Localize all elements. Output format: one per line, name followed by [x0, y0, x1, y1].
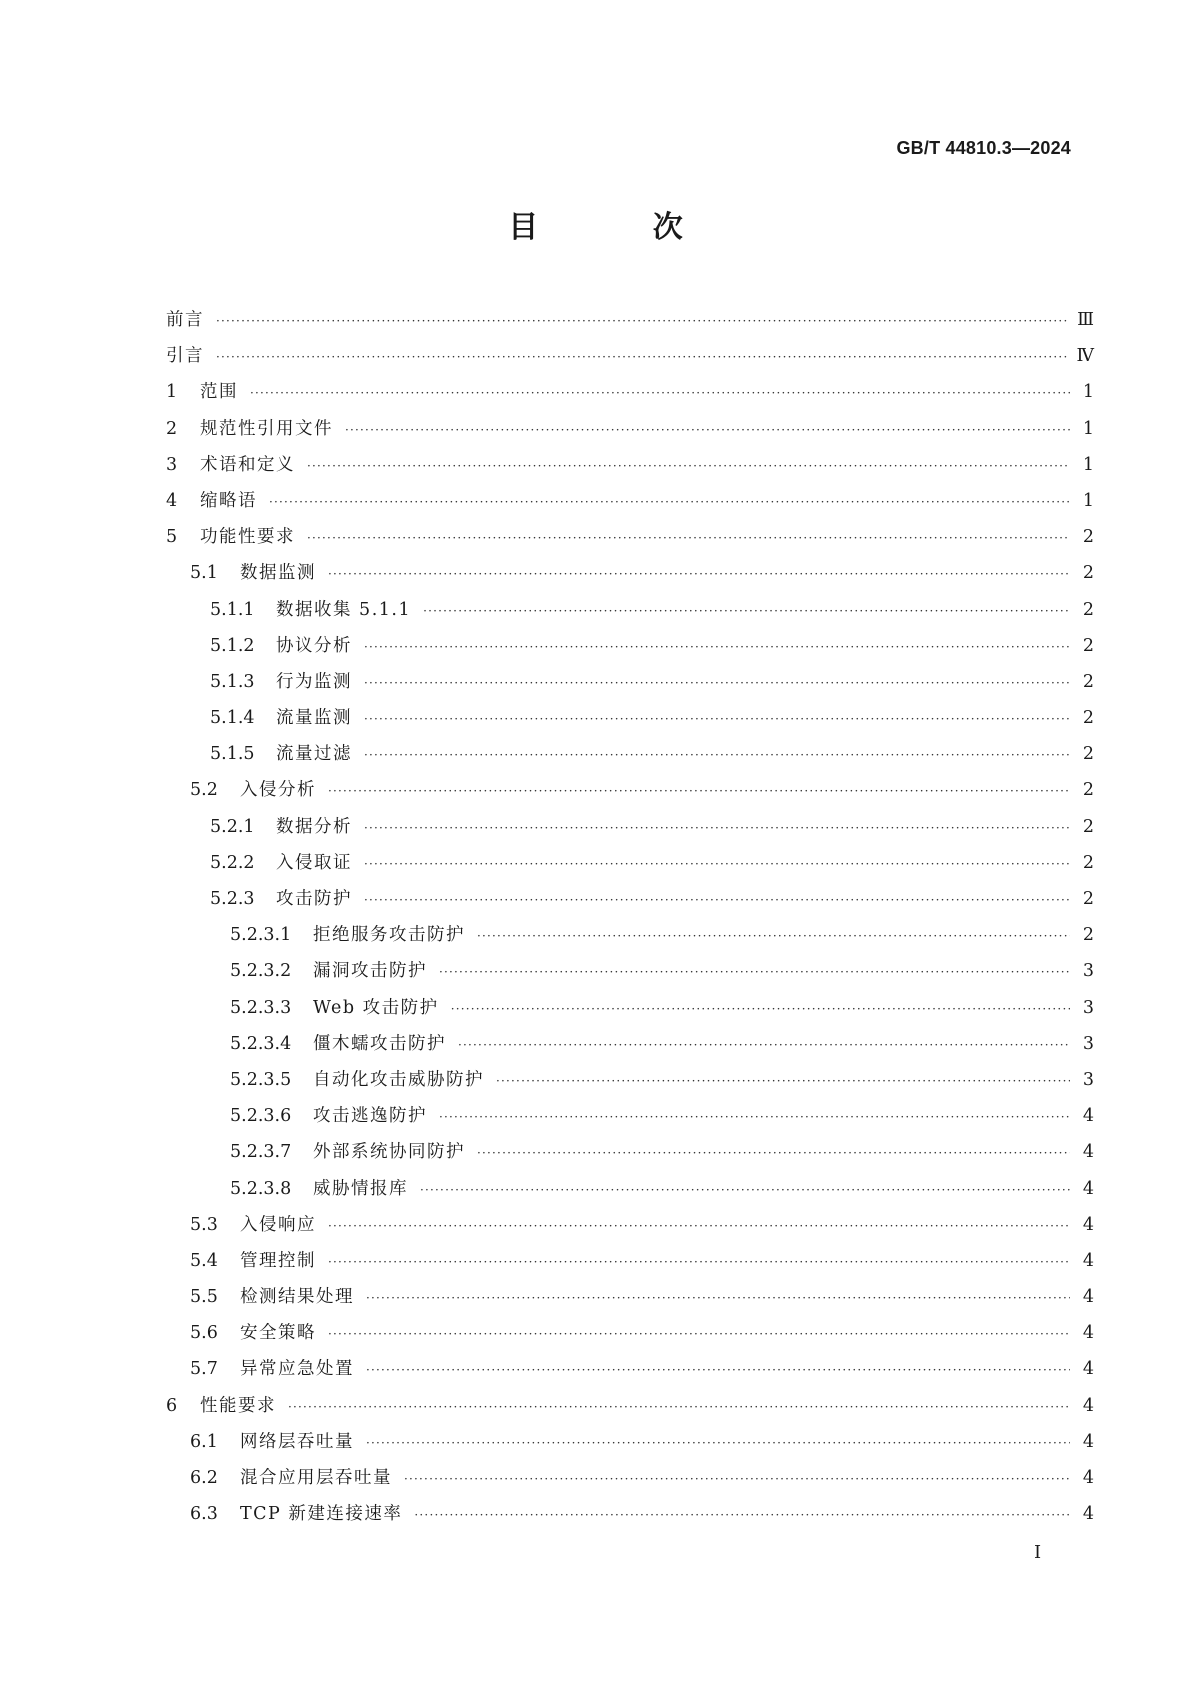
- toc-entry-title: 流量过滤: [276, 744, 352, 765]
- toc-entry-page: 4: [1082, 1359, 1094, 1380]
- toc-dot-leader: [364, 737, 1070, 773]
- toc-entry-number: 5.2.3.7: [230, 1142, 292, 1163]
- toc-entry-page: 3: [1082, 1033, 1094, 1054]
- toc-entry[interactable]: [166, 736, 1094, 772]
- toc-entry-page: 2: [1082, 816, 1094, 837]
- toc-entry-number: 5.1.5: [210, 744, 255, 765]
- toc-entry[interactable]: [166, 1496, 1094, 1532]
- toc-dot-leader: [364, 701, 1070, 737]
- toc-entry-page: 4: [1082, 1431, 1094, 1452]
- toc-entry-page: 2: [1082, 744, 1094, 765]
- toc-dot-leader: [366, 1280, 1070, 1316]
- toc-entry-page: 2: [1082, 527, 1094, 548]
- toc-dot-leader: [451, 991, 1070, 1027]
- toc-entry-page: 4: [1082, 1323, 1094, 1344]
- toc-dot-leader: [328, 1244, 1070, 1280]
- toc-entry[interactable]: [166, 483, 1094, 519]
- toc-entry[interactable]: [166, 519, 1094, 555]
- toc-dot-leader: [364, 629, 1070, 665]
- toc-dot-leader: [216, 303, 1069, 339]
- toc-dot-leader: [364, 882, 1070, 918]
- toc-entry-title: 攻击逃逸防护: [313, 1106, 427, 1127]
- toc-entry[interactable]: [166, 447, 1094, 483]
- toc-entry-title: 性能要求: [200, 1395, 276, 1416]
- toc-entry-page: 1: [1082, 490, 1094, 511]
- toc-dot-leader: [269, 484, 1070, 520]
- toc-entry-page: 1: [1082, 382, 1094, 403]
- toc-dot-leader: [328, 1316, 1070, 1352]
- toc-entry-title: 异常应急处置: [240, 1359, 354, 1380]
- toc-entry-number: 6.1: [190, 1431, 218, 1452]
- toc-entry-title: 数据监测: [240, 563, 316, 584]
- toc-entry-title: 流量监测: [276, 708, 352, 729]
- toc-entry-number: 5.2.2: [210, 852, 255, 873]
- toc-entry-number: 6.2: [190, 1468, 218, 1488]
- toc-entry-number: 5.1.2: [210, 635, 255, 656]
- toc-entry-page: 1: [1082, 454, 1094, 475]
- toc-dot-leader: [404, 1461, 1070, 1497]
- toc-entry-title: 僵木蠕攻击防护: [313, 1033, 446, 1054]
- toc-entry-title: 自动化攻击威胁防护: [313, 1069, 484, 1090]
- toc-dot-leader: [414, 1497, 1070, 1533]
- toc-dot-leader: [328, 1208, 1070, 1244]
- toc-entry[interactable]: [166, 1315, 1094, 1351]
- toc-dot-leader: [307, 448, 1070, 484]
- toc-entry-page: 2: [1082, 708, 1094, 729]
- toc-entry-number: 5.6: [190, 1323, 218, 1344]
- page-number: Ⅰ: [1034, 1542, 1042, 1563]
- toc-entry-title: 入侵取证: [276, 852, 352, 873]
- toc-entry-number: 5.3: [190, 1214, 218, 1235]
- page-title: 目 次: [508, 210, 735, 245]
- toc-entry-title: 拒绝服务攻击防护: [313, 925, 465, 946]
- toc-entry-title: 术语和定义: [200, 454, 295, 475]
- toc-entry[interactable]: [166, 990, 1094, 1026]
- toc-entry-number: 2: [166, 418, 178, 439]
- toc-entry-page: 2: [1082, 671, 1094, 692]
- toc-dot-leader: [328, 773, 1070, 809]
- toc-entry-title: 规范性引用文件: [200, 418, 333, 439]
- toc-entry-title: 入侵响应: [240, 1214, 316, 1235]
- toc-entry-number: 5.2.3.2: [230, 961, 292, 982]
- toc-entry-number: 5.2.1: [210, 816, 255, 837]
- toc-entry-page: 2: [1082, 925, 1094, 946]
- toc-entry-number: 5.2.3.3: [230, 997, 292, 1018]
- toc-entry-number: 5.4: [190, 1250, 218, 1271]
- toc-entry-title: 引言: [166, 346, 204, 367]
- toc-entry[interactable]: [166, 592, 1094, 628]
- toc-entry[interactable]: [166, 1424, 1094, 1460]
- toc-entry-title: 混合应用层吞吐量: [240, 1468, 392, 1488]
- toc-entry-page: 2: [1082, 780, 1094, 801]
- toc-entry-number: 5.2: [190, 780, 218, 801]
- toc-dot-leader: [458, 1027, 1070, 1063]
- toc-entry-title: 漏洞攻击防护: [313, 961, 427, 982]
- toc-entry-page: 2: [1082, 635, 1094, 656]
- toc-entry[interactable]: [166, 1026, 1094, 1062]
- toc-entry-page: 2: [1082, 889, 1094, 909]
- toc-dot-leader: [307, 520, 1070, 556]
- toc-dot-leader: [423, 593, 1070, 629]
- toc-entry-page: 4: [1082, 1106, 1094, 1127]
- toc-entry-title: 功能性要求: [200, 527, 295, 548]
- table-of-contents: [166, 302, 1094, 1532]
- toc-entry-title: 协议分析: [276, 635, 352, 656]
- toc-entry[interactable]: [166, 374, 1094, 410]
- toc-entry-page: 4: [1082, 1214, 1094, 1235]
- toc-dot-leader: [477, 918, 1070, 954]
- toc-entry-title: Web 攻击防护: [313, 997, 439, 1018]
- toc-entry-page: 3: [1082, 1069, 1094, 1090]
- toc-entry[interactable]: [166, 555, 1094, 591]
- toc-entry-page: 4: [1082, 1142, 1094, 1163]
- toc-entry[interactable]: [166, 809, 1094, 845]
- toc-entry-number: 5.2.3.6: [230, 1106, 292, 1127]
- toc-dot-leader: [250, 375, 1070, 411]
- toc-entry-number: 5.5: [190, 1287, 218, 1308]
- toc-dot-leader: [496, 1063, 1070, 1099]
- toc-dot-leader: [216, 339, 1069, 375]
- toc-entry-number: 5.1: [190, 563, 218, 584]
- toc-entry-page: 2: [1082, 563, 1094, 584]
- toc-entry-number: 5.2.3: [210, 889, 255, 909]
- toc-entry[interactable]: [166, 1351, 1094, 1387]
- toc-entry-title: 安全策略: [240, 1323, 316, 1344]
- toc-dot-leader: [364, 665, 1070, 701]
- toc-entry-number: 5.2.3.1: [230, 925, 292, 946]
- toc-entry-number: 5.2.3.8: [230, 1178, 292, 1199]
- toc-entry-page: 4: [1082, 1468, 1094, 1488]
- toc-entry-number: 1: [166, 382, 178, 403]
- toc-entry-title: 攻击防护: [276, 889, 352, 909]
- toc-entry-title: 管理控制: [240, 1250, 316, 1271]
- toc-entry-number: 6.3: [190, 1504, 218, 1525]
- toc-entry-page: 4: [1082, 1504, 1094, 1525]
- toc-entry-page: 2: [1082, 599, 1094, 620]
- toc-entry[interactable]: [166, 411, 1094, 447]
- toc-entry[interactable]: [166, 700, 1094, 736]
- toc-entry-page: 1: [1082, 418, 1094, 439]
- toc-entry-title: 检测结果处理: [240, 1287, 354, 1308]
- toc-entry-title: 数据收集 5.1.1: [276, 599, 412, 620]
- toc-entry[interactable]: [166, 1279, 1094, 1315]
- toc-dot-leader: [345, 412, 1070, 448]
- toc-entry-number: 5: [166, 527, 178, 548]
- toc-entry-number: 5.2.3.4: [230, 1033, 292, 1054]
- toc-entry-page: 2: [1082, 852, 1094, 873]
- toc-entry-title: 行为监测: [276, 671, 352, 692]
- toc-entry-title: 缩略语: [200, 490, 257, 511]
- toc-dot-leader: [366, 1425, 1070, 1461]
- toc-entry[interactable]: [166, 1388, 1094, 1424]
- toc-entry[interactable]: [166, 881, 1094, 917]
- toc-entry[interactable]: [166, 953, 1094, 989]
- toc-entry[interactable]: [166, 1171, 1094, 1207]
- toc-entry-number: 5.1.3: [210, 671, 255, 692]
- toc-entry-number: 5.1.4: [210, 708, 255, 729]
- toc-dot-leader: [439, 1099, 1070, 1135]
- toc-entry-number: 5.7: [190, 1359, 218, 1380]
- toc-entry[interactable]: [166, 302, 1094, 338]
- toc-dot-leader: [364, 810, 1070, 846]
- toc-dot-leader: [477, 1135, 1070, 1171]
- toc-entry-title: 范围: [200, 382, 238, 403]
- toc-entry-number: 4: [166, 490, 178, 511]
- toc-entry[interactable]: [166, 1243, 1094, 1279]
- toc-entry[interactable]: [166, 1460, 1094, 1496]
- toc-dot-leader: [439, 954, 1070, 990]
- toc-dot-leader: [420, 1172, 1070, 1208]
- toc-dot-leader: [366, 1352, 1070, 1388]
- toc-entry-page: 4: [1082, 1395, 1094, 1416]
- toc-dot-leader: [364, 846, 1070, 882]
- toc-entry[interactable]: [166, 664, 1094, 700]
- toc-entry-title: 威胁情报库: [313, 1178, 408, 1199]
- toc-entry[interactable]: [166, 917, 1094, 953]
- toc-entry[interactable]: [166, 1134, 1094, 1170]
- toc-dot-leader: [288, 1389, 1070, 1425]
- toc-entry-page: 3: [1082, 997, 1094, 1018]
- toc-entry-page: Ⅲ: [1077, 310, 1094, 330]
- toc-entry-page: 3: [1082, 961, 1094, 982]
- toc-entry-number: 5.2.3.5: [230, 1069, 292, 1090]
- toc-entry-page: 4: [1082, 1250, 1094, 1271]
- toc-entry-title: 前言: [166, 310, 204, 330]
- toc-dot-leader: [328, 556, 1070, 592]
- toc-entry-number: 6: [166, 1395, 178, 1416]
- toc-entry[interactable]: [166, 1207, 1094, 1243]
- toc-entry-number: 3: [166, 454, 178, 475]
- toc-entry-title: 入侵分析: [240, 780, 316, 801]
- toc-entry-title: 网络层吞吐量: [240, 1431, 354, 1452]
- toc-entry[interactable]: [166, 772, 1094, 808]
- toc-entry[interactable]: [166, 628, 1094, 664]
- standard-number: GB/T 44810.3—2024: [896, 138, 1071, 158]
- toc-entry[interactable]: [166, 1098, 1094, 1134]
- toc-entry-title: TCP 新建连接速率: [240, 1504, 403, 1525]
- toc-entry-page: Ⅳ: [1076, 346, 1094, 367]
- toc-entry[interactable]: [166, 338, 1094, 374]
- toc-entry-title: 外部系统协同防护: [313, 1142, 465, 1163]
- toc-entry[interactable]: [166, 1062, 1094, 1098]
- toc-entry-number: 5.1.1: [210, 599, 255, 620]
- toc-entry-page: 4: [1082, 1287, 1094, 1308]
- toc-entry[interactable]: [166, 845, 1094, 881]
- toc-entry-title: 数据分析: [276, 816, 352, 837]
- toc-entry-page: 4: [1082, 1178, 1094, 1199]
